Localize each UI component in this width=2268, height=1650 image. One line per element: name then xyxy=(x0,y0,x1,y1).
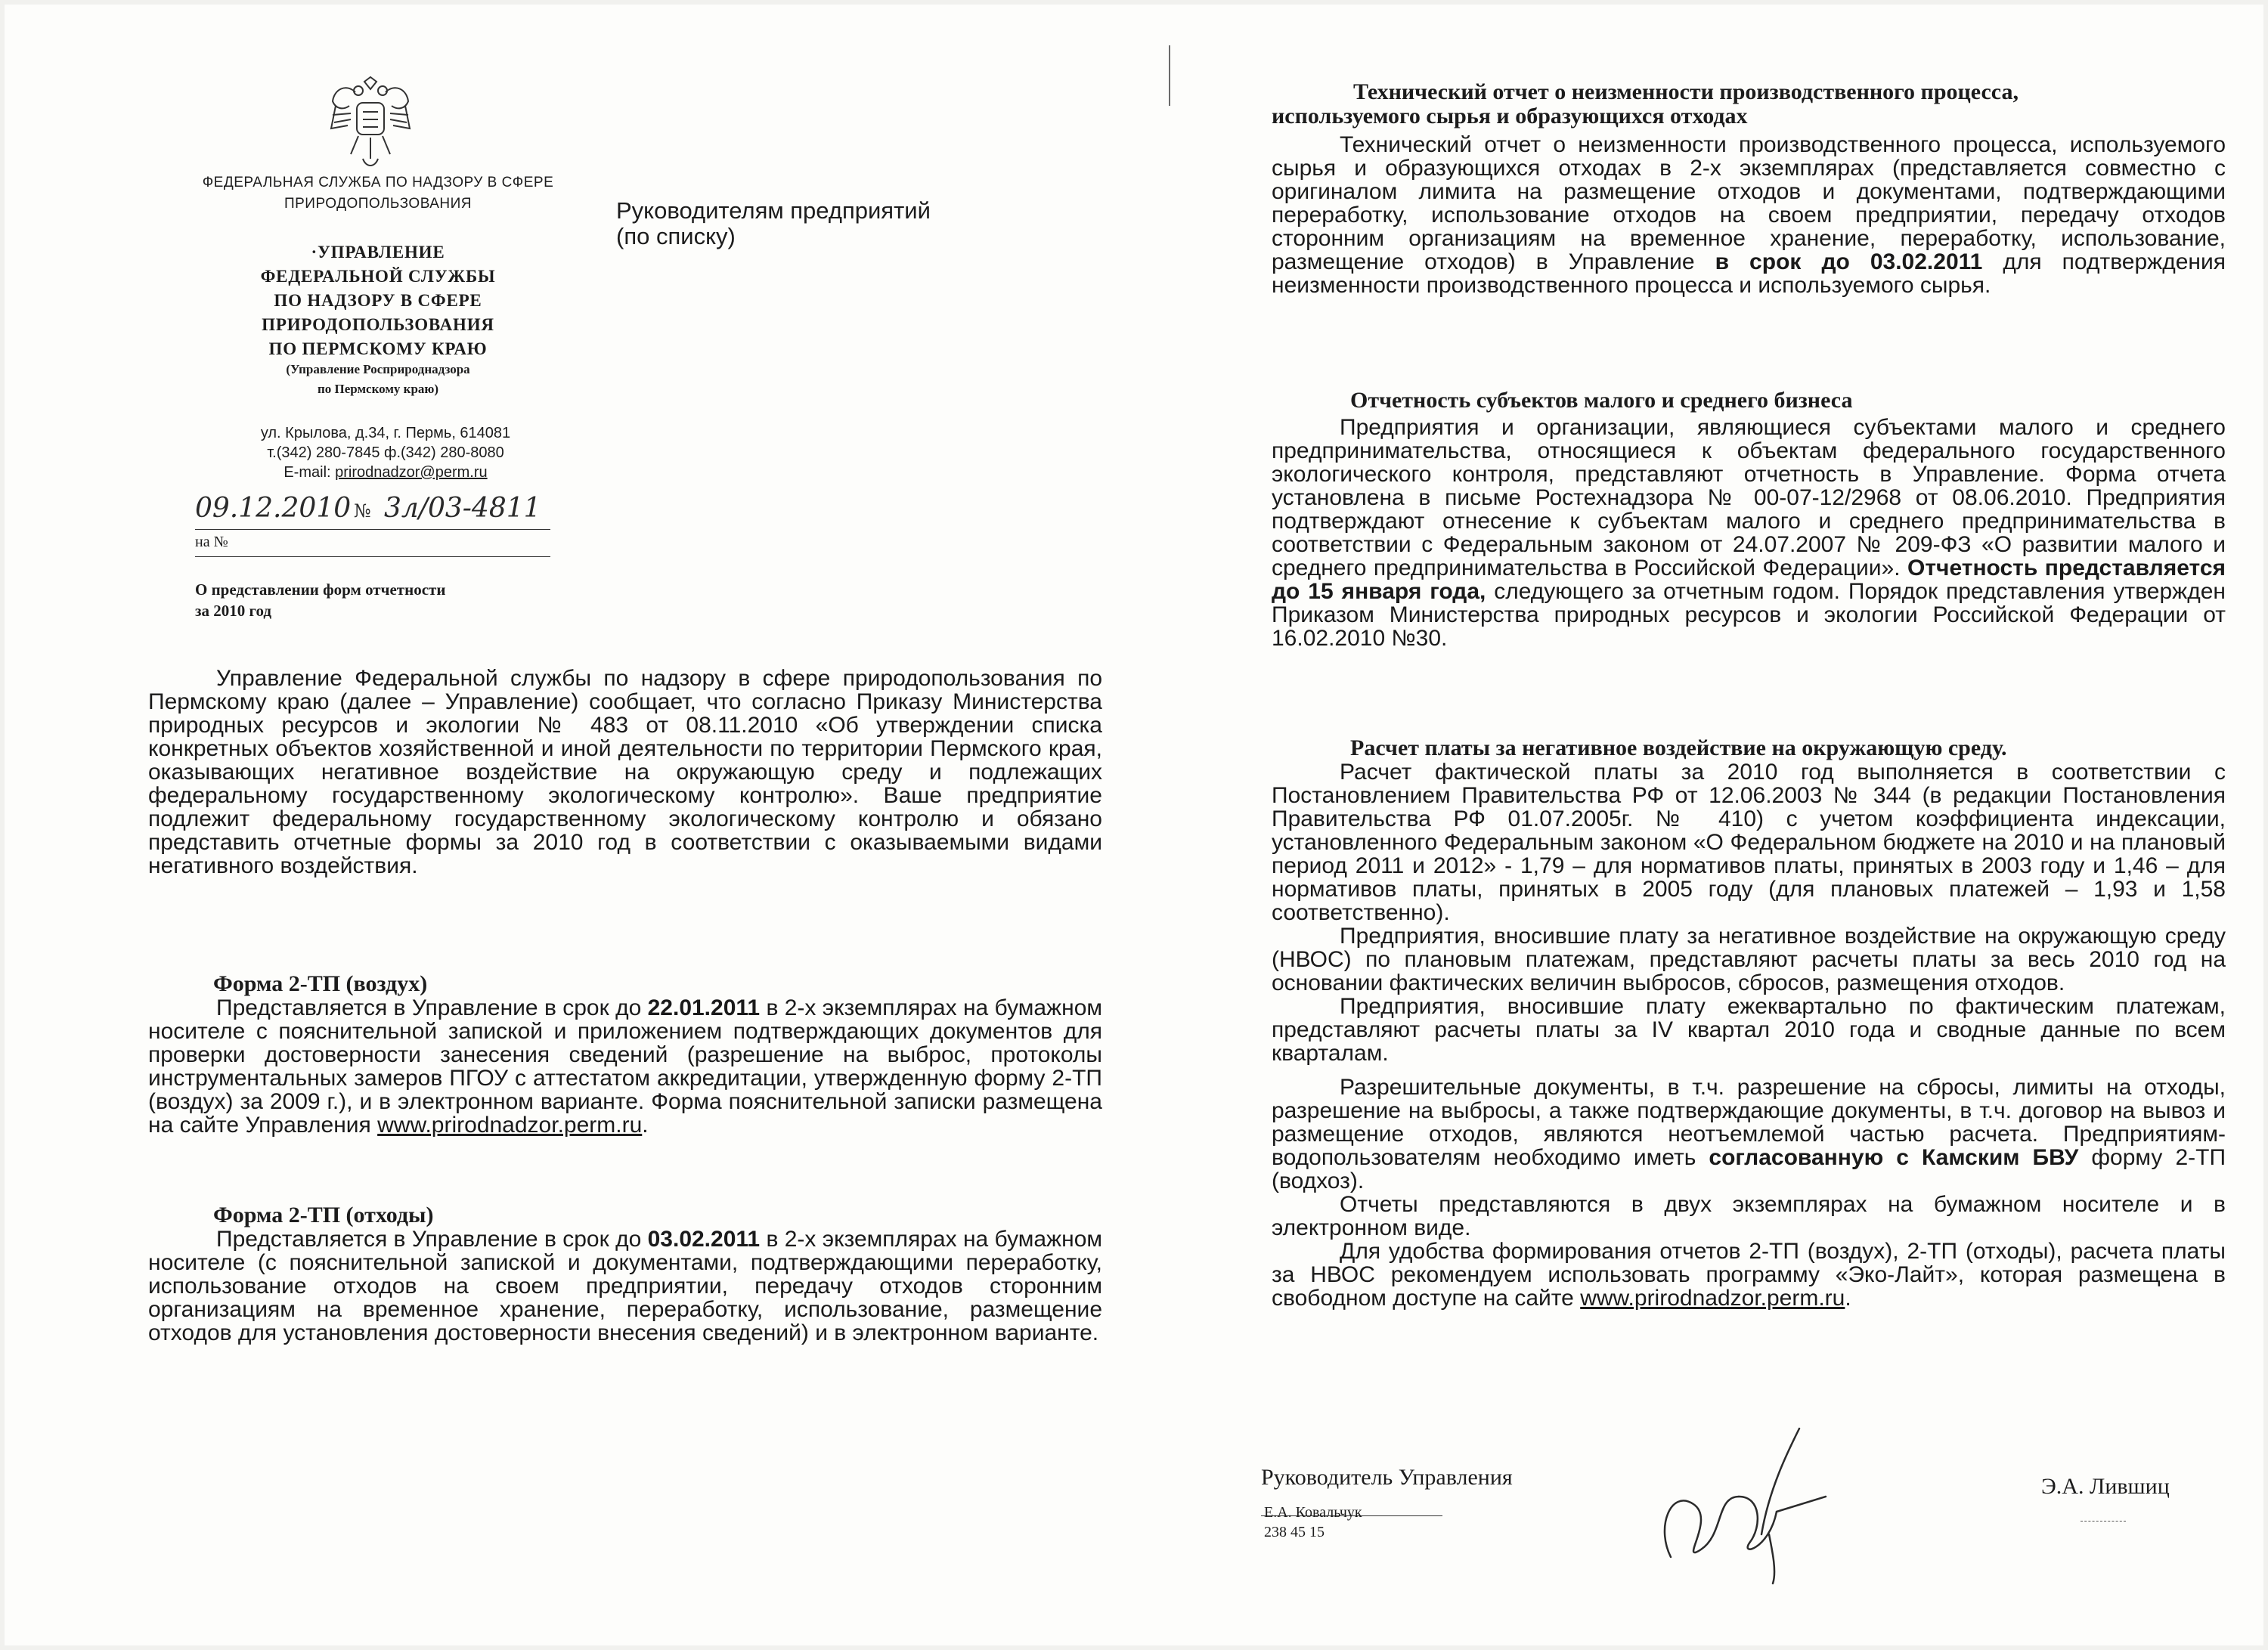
fee-text-1: Расчет фактической платы за 2010 год выполняется в соответствии с Постановлением Правительства РФ от 12.06.2003 № 344 (в редакции Постановления Правительства РФ 01.07.2005г. № 410) с учетом коэффициента индексации, установленного Федеральным законом «О Федеральном бюджете на 2010 и на плановый период 2011 и 2012» - 1,79 – для нормативов платы, принятых в 2003 году и 1,46 – для нормативов платы, принятых в 2005 году (для плановых платежей – 1,93 и 1,58 соответственно). xyxy=(1272,760,2226,925)
executor-name: Е.А. Ковальчук xyxy=(1264,1504,1362,1521)
air-text-end: . xyxy=(642,1113,649,1138)
agency-paren-line: (Управление Росприроднадзора xyxy=(286,362,470,376)
section-heading-air: Форма 2-ТП (воздух) xyxy=(213,971,428,996)
small-business-text-cont: следующего за отчетным годом. Порядок представления утвержден Приказом Министерства природных ресурсов и экологии Российской Федерации от 16.02.2010 №30. xyxy=(1272,579,2226,651)
air-text-cont: в 2-х экземплярах на бумажном носителе с пояснительной запиской и приложением подтверждающих документов для проверки достоверности занесения сведений (разрешение на выброс, протоколы инструментальных замеров ПГОУ с аттестатом аккредитации, утвержденную форму 2-ТП (воздух) за 2009 г.), и в электронном варианте. Форма пояснительной записки размещена на сайте Управления xyxy=(148,995,1103,1138)
tech-deadline: в срок до 03.02.2011 xyxy=(1715,249,1983,274)
tech-text: Технический отчет о неизменности производственного процесса, используемого сырья и образующихся отходах в 2-х экземплярах (представляется совместно с оригиналом лимита на размещение отходов и документами, подтверждающими переработку, использование отходов на своем предприятии, передачу отходов сторонним организациям на временное хранение, переработку, использование, размещение отходов) в Управление xyxy=(1272,132,2226,274)
site-link[interactable]: www.prirodnadzor.perm.ru xyxy=(377,1113,643,1138)
air-text: Представляется в Управление в срок до xyxy=(216,995,648,1020)
section-heading-fee: Расчет платы за негативное воздействие на окружающую среду. xyxy=(1350,735,2007,760)
signature-dash xyxy=(2081,1521,2126,1522)
registration-number: 3л/03-4811 xyxy=(384,493,541,524)
small-business-text: Предприятия и организации, являющиеся субъектами малого и среднего предпринимательства, относящиеся к объектам федерального государственного экологического контроля, представляют отчетность в Управление. Форма отчета установлена в письме Ростехнадзора № 00-07-12/2968 от 08.06.2010. Предприятия подтверждают отнесение к субъектам малого и среднего предпринимательства в соответствии с Федеральным законом от 24.07.2007 № 209-ФЗ «О развитии малого и среднего предпринимательства в Российской Федерации». xyxy=(1272,415,2226,580)
air-deadline: 22.01.2011 xyxy=(647,995,761,1020)
agency-main-line: ПРИРОДОПОЛЬЗОВАНИЯ xyxy=(262,315,494,334)
email-label: E-mail: xyxy=(284,464,336,481)
agency-main-line: ПО НАДЗОРУ В СФЕРЕ xyxy=(274,291,482,310)
site-link-2[interactable]: www.prirodnadzor.perm.ru xyxy=(1580,1286,1845,1311)
addressee-line: (по списку) xyxy=(616,223,736,249)
agency-department xyxy=(212,240,544,361)
agency-contacts xyxy=(219,423,552,482)
fee-text-4-end: форму 2-ТП (водхоз). xyxy=(1272,1145,2226,1193)
tech-heading-line: Технический отчет о неизменности производственного процесса, xyxy=(1353,79,2019,104)
registration-date: 09.12.2010 xyxy=(195,493,352,524)
addressee xyxy=(616,198,1070,249)
fee-paragraphs xyxy=(1272,760,2226,1310)
tech-text-cont: для подтверждения неизменности производственного процесса и используемого сырья. xyxy=(1272,249,2226,298)
air-paragraph xyxy=(148,996,1102,1137)
executor-info xyxy=(1264,1503,1362,1542)
small-business-deadline: Отчетность представляется до 15 января года, xyxy=(1272,556,2226,604)
agency-federal-service xyxy=(197,172,559,215)
section-heading-tech xyxy=(1272,79,2223,128)
addressee-line: Руководителям предприятий xyxy=(616,197,931,224)
small-business-paragraph xyxy=(1272,416,2226,650)
agency-small-line: ФЕДЕРАЛЬНАЯ СЛУЖБА ПО НАДЗОРУ В СФЕРЕ xyxy=(202,175,554,190)
signatory-name: Э.А. Лившиц xyxy=(2041,1474,2170,1499)
executor-phone: 238 45 15 xyxy=(1264,1524,1325,1540)
fee-bold-phrase: согласованную с Камским БВУ xyxy=(1709,1145,2079,1170)
coat-of-arms-icon xyxy=(325,76,416,174)
handwritten-signature-icon xyxy=(1648,1421,1845,1587)
fee-text-5: Отчеты представляются в двух экземплярах на бумажном носителе и в электронном виде. xyxy=(1272,1192,2226,1240)
waste-deadline: 03.02.2011 xyxy=(647,1227,761,1252)
fee-text-2: Предприятия, вносившие плату за негативное воздействие на окружающую среду (НВОС) по плановым платежам, представляют расчеты платы за весь 2010 год на основании фактических величин выбросов, сбросов, размещения отходов. xyxy=(1272,924,2226,995)
signatory-role: Руководитель Управления xyxy=(1261,1465,1513,1490)
subject-line: О представлении форм отчетности xyxy=(195,580,446,599)
section-heading-waste: Форма 2-ТП (отходы) xyxy=(213,1203,434,1227)
intro-paragraph xyxy=(148,667,1102,878)
tech-paragraph xyxy=(1272,133,2226,297)
intro-text: Управление Федеральной службы по надзору в сфере природопользования по Пермскому краю (далее – Управление) сообщает, что согласно Приказу Министерства природных ресурсов и экологии № 483 от 08.11.2010 «Об утверждении списка конкретных объектов хозяйственной и иной деятельности по территории Пермского края, оказывающих негативное воздействие на окружающую среду и подлежащих федеральному государственному экологическому контролю». Ваше предприятие подлежит федеральному государственному экологическому контролю и обязано представить отчетные формы за 2010 год в соответствии с оказываемыми видами негативного воздействия. xyxy=(148,666,1102,878)
reference-label: на № xyxy=(195,534,228,550)
fee-text-3: Предприятия, вносившие плату ежеквартально по фактическим платежам, представляют расчеты платы за IV квартал 2010 года и сводные данные по всем кварталам. xyxy=(1272,994,2226,1066)
agency-main-line: ФЕДЕРАЛЬНОЙ СЛУЖБЫ xyxy=(260,267,496,286)
waste-text-cont: в 2-х экземплярах на бумажном носителе (с пояснительной запиской и документами, подтверждающими переработку, использование отходов на своем предприятии, передачу отходов сторонним организациям на временное хранение, переработку, использование, размещение отходов для установления достоверности внесения сведений) и в электронном варианте. xyxy=(148,1227,1103,1345)
registration-line xyxy=(195,493,550,530)
agency-short-name xyxy=(227,360,529,399)
agency-small-line: ПРИРОДОПОЛЬЗОВАНИЯ xyxy=(284,196,472,212)
letter-subject xyxy=(195,579,573,621)
waste-text: Представляется в Управление в срок до xyxy=(216,1227,648,1252)
fee-text-6-end: . xyxy=(1845,1286,1851,1311)
agency-phone: т.(342) 280-7845 ф.(342) 280-8080 xyxy=(267,444,504,461)
tech-heading-line: используемого сырья и образующихся отходах xyxy=(1272,104,1748,128)
reference-number-line xyxy=(195,534,550,557)
agency-email-line xyxy=(219,463,552,482)
agency-paren-line: по Пермскому краю) xyxy=(317,382,439,396)
agency-address: ул. Крылова, д.34, г. Пермь, 614081 xyxy=(260,425,511,441)
waste-paragraph xyxy=(148,1227,1102,1345)
agency-email-link[interactable]: prirodnadzor@perm.ru xyxy=(335,464,488,481)
agency-main-line: ·УПРАВЛЕНИЕ xyxy=(311,243,445,262)
fee-text-4: Разрешительные документы, в т.ч. разрешение на сбросы, лимиты на отходы, разрешение на выбросы, а также подтверждающие документы, в т.ч. договор на вывоз и размещение отходов, являются неотъемлемой частью расчета. Предприятиям-водопользователям необходимо иметь xyxy=(1272,1075,2226,1170)
fold-mark xyxy=(1169,45,1170,106)
subject-line: за 2010 год xyxy=(195,602,271,620)
section-heading-small-business: Отчетность субъектов малого и среднего бизнеса xyxy=(1350,388,1853,413)
agency-main-line: ПО ПЕРМСКОМУ КРАЮ xyxy=(268,339,488,358)
fee-text-6: Для удобства формирования отчетов 2-ТП (воздух), 2-ТП (отходы), расчета платы за НВОС рекомендуем использовать программу «Эко-Лайт», которая размещена в свободном доступе на сайте xyxy=(1272,1239,2226,1311)
registration-number-label: № xyxy=(354,500,371,522)
